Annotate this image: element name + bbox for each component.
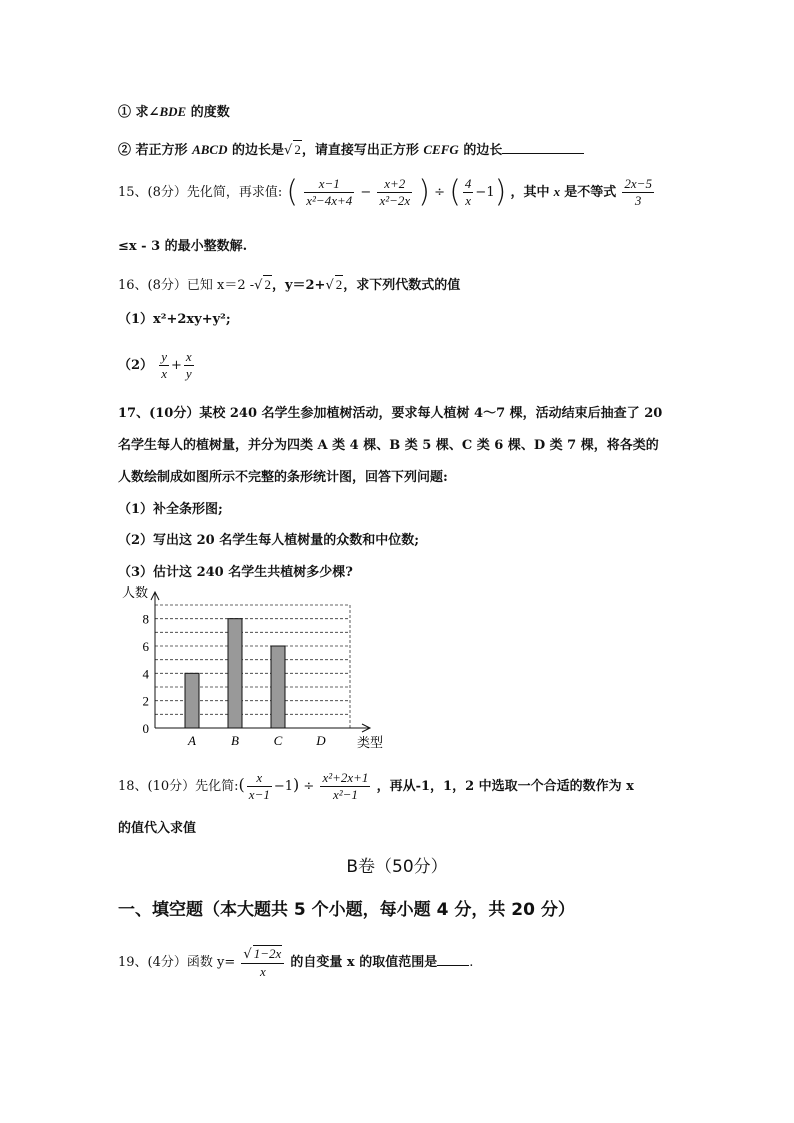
q19-fraction: $\frac{√ 1-2x}{x}$ — [241, 945, 284, 980]
x-tick-label: C — [273, 733, 283, 748]
q17-line2: 名学生每人的植树量，并分为四类 A 类 4 棵、B 类 5 棵、C 类 6 棵、D 类 7 棵，将各类的 — [118, 438, 659, 453]
q15-fraction-2: $\frac{x+2}{\text{x²−2x}}$ — [379, 176, 411, 208]
section-title: B卷（50分） — [346, 857, 448, 877]
q15-fraction-4: $\frac{2x-5}{3}$ — [624, 176, 652, 208]
q17-line1: 17、(10分）某校 240 名学生参加植树活动，要求每人植树 4～7 棵，活动结束后抽查了 20 — [118, 406, 663, 421]
bar-b — [228, 619, 242, 728]
q17-part3: （3）估计这 240 名学生共植树多少棵? — [118, 565, 353, 580]
sqrt-sign-icon: √ — [243, 947, 252, 962]
q15-fraction-1: $\frac{x-1}{\text{x²−4x+4}}$ — [306, 176, 353, 208]
y-tick-label: 2 — [142, 693, 149, 709]
q17-line3: 人数绘制成如图所示不完整的条形统计图，回答下列问题: — [118, 470, 448, 485]
x-tick-label: B — [231, 733, 239, 748]
y-tick-label: 4 — [142, 666, 149, 682]
q15-line1: 15、(8分）先化简，再求值: ( $\frac{x-1}{\text{x²−4x+4}}$ − $\frac{x+2}{\text{x²−2x}}$ ) ÷ ( $\frac{4}{x}$ −1) ，其中 x 是不等式 $\frac{2x-5}{3}$ — [118, 174, 652, 210]
sqrt-sign-icon: √ — [284, 143, 293, 158]
q16-line1: 16、(8分）已知 x＝2 -√ 2，y＝2+√ 2，求下列代数式的值 — [118, 277, 461, 293]
q18-line1: 18、(10分）先化简:( $\frac{x}{x-1}$ −1) ÷ $\frac{\text{x²+2x+1}}{\text{x²−1}}$ ，再从-1，1，2 中选取一个合适的数作为 x — [118, 770, 634, 802]
section-heading: 一、填空题（本大题共 5 个小题，每小题 4 分，共 20 分） — [118, 900, 575, 920]
q18-fraction-2: $\frac{\text{x²+2x+1}}{\text{x²−1}}$ — [322, 770, 369, 802]
q16-fraction-1: $\frac{y}{x}$ — [161, 349, 167, 381]
x-tick-label: D — [316, 733, 326, 748]
q18-line2: 的值代入求值 — [118, 821, 197, 836]
bar-a — [185, 673, 199, 728]
bar-chart — [110, 584, 400, 754]
answer-blank[interactable] — [502, 153, 584, 154]
y-axis-label: 人数 — [122, 585, 149, 600]
sqrt-sign-icon: √ — [254, 278, 263, 293]
bar-c — [271, 646, 285, 728]
q15-fraction-3: $\frac{4}{x}$ — [464, 176, 472, 208]
q17-part1: （1）补全条形图; — [118, 502, 223, 517]
q18-fraction-1: $\frac{x}{x-1}$ — [248, 770, 270, 802]
q16-fraction-2: $\frac{x}{y}$ — [185, 349, 192, 381]
sqrt-sign-icon: √ — [325, 278, 334, 293]
y-tick-label: 6 — [142, 639, 149, 654]
q15-line2: ≤x - 3 的最小整数解. — [118, 239, 248, 254]
q16-part2: （2） $\frac{y}{x}$ + $\frac{x}{y}$ — [118, 349, 192, 381]
q19-line: 19、(4分）函数 y= $\frac{√ 1-2x}{x}$ 的自变量 x 的取值范围是 . — [118, 946, 474, 979]
y-tick-label: 0 — [142, 721, 149, 736]
q16-part1: （1）x²+2xy+y²; — [118, 312, 231, 327]
q17-part2: （2）写出这 20 名学生每人植树量的众数和中位数; — [118, 533, 419, 548]
q14-part1: ① 求∠BDE 的度数 — [118, 104, 230, 120]
answer-blank[interactable] — [437, 965, 469, 966]
x-tick-label: A — [188, 733, 196, 748]
q14-part2: ② 若正方形 ABCD 的边长是√ 2，请直接写出正方形 CEFG 的边长 — [118, 140, 584, 160]
x-axis-label: 类型 — [357, 735, 384, 750]
y-tick-label: 8 — [142, 611, 149, 627]
